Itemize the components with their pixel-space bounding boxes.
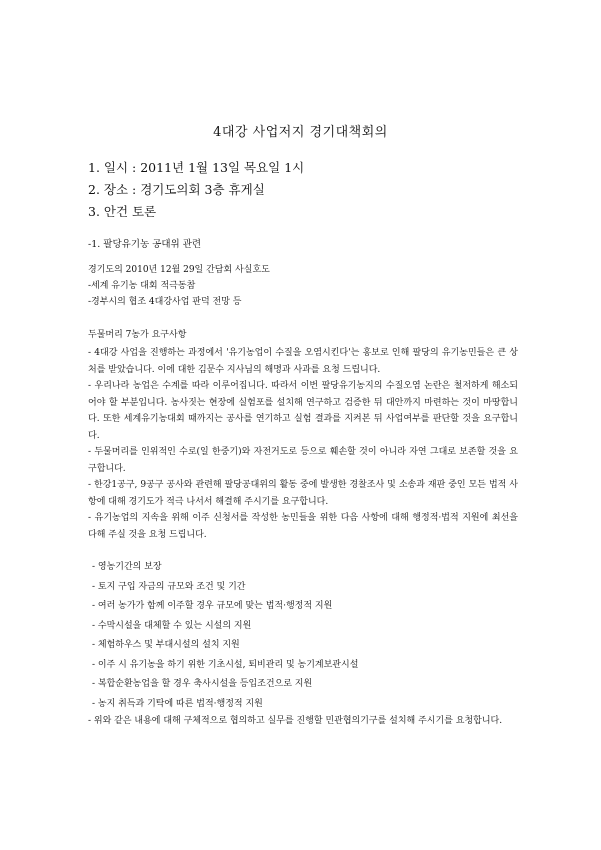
support-item: - 토지 구입 자금의 규모와 조건 및 기간: [92, 581, 246, 592]
demand-paragraph: - 유기농업의 지속을 위해 이주 신청서를 작성한 농민들을 위한 다음 사항에 대해 행정적·법적 지원에 최선을 다해 주실 것을 요청 드립니다.: [88, 513, 518, 540]
demand-paragraph: - 두물머리를 인위적인 수로(일 한중기)와 자전거도로 등으로 훼손할 것이 아니라 자연 그대로 보존할 것을 요구합니다.: [88, 447, 518, 474]
support-item: - 여러 농가가 함께 이주할 경우 규모에 맞는 법적·행정적 지원: [92, 601, 333, 611]
report-heading: 경기도의 2010년 12월 29일 간담회 사실호도: [88, 265, 270, 275]
demands-heading: 두물머리 7농가 요구사항: [88, 330, 187, 340]
report-item: -경부시의 협조 4대강사업 판덕 전망 등: [88, 297, 242, 307]
demand-paragraph: - 한강1공구, 9공구 공사와 관련해 팔당공대위의 활동 중에 발생한 경찰조사 및 소송과 재판 중인 모든 법적 사항에 대해 경기도가 적극 나서서 해결해 주시기를 요구합니다.: [88, 480, 518, 507]
closing-paragraph: - 위와 같은 내용에 대해 구체적으로 협의하고 실무를 진행할 민관협의기구를 설치해 주시기를 요청합니다.: [88, 716, 503, 726]
demands-block: [88, 327, 518, 543]
demand-paragraph: - 4대강 사업을 진행하는 과정에서 '유기농업이 수질을 오염시킨다'는 홍보로 인해 팔당의 유기농민들은 큰 상처를 받았습니다. 이에 대한 김문수 지사님의 해명과 사과를 요청 드립니다.: [88, 348, 518, 375]
support-item: - 영농기간의 보장: [92, 562, 162, 572]
agenda-item-discussion: 3. 안건 토론: [88, 204, 157, 219]
agenda-item-place: 2. 장소 : 경기도의회 3층 휴게실: [88, 182, 265, 197]
demand-paragraph: - 우리나라 농업은 수계를 따라 이루어집니다. 따라서 이번 팔당유기농지의 수질오염 논란은 철저하게 해소되어야 할 부분입니다. 농사짓는 현장에 실험포를 설치해 연구하고 검증한 뒤 대안까지 마련하는 것이 마땅합니다. 또한 세계유기농대회 때까지는 공사를 연기하고 실험 결과를 지켜본 뒤 사업여부를 판단할 것을 요구합니다.: [88, 381, 518, 441]
report-item: -세계 유기농 대회 적극동참: [88, 281, 196, 291]
support-item: - 이주 시 유기농을 하기 위한 기초시설, 퇴비관리 및 농기계보관시설: [92, 659, 359, 670]
support-item: - 수막시설을 대체할 수 있는 시설의 지원: [92, 620, 252, 631]
document-title: 4대강 사업저지 경기대책회의: [213, 125, 388, 140]
report-block: [88, 262, 518, 310]
support-item: - 농지 취득과 기탁에 따른 법적·행정적 지원: [92, 698, 263, 709]
section1-heading: -1. 팔당유기농 공대위 관련: [88, 239, 202, 250]
agenda-list: [88, 157, 304, 223]
support-item: - 복합순환농업을 할 경우 축사시설을 등입조건으로 지원: [92, 679, 313, 689]
support-item: - 체험하우스 및 부대시설의 설치 지원: [92, 640, 240, 650]
support-items-list: [92, 558, 512, 714]
agenda-item-date: 1. 일시 : 2011년 1월 13일 목요일 1시: [88, 160, 305, 175]
